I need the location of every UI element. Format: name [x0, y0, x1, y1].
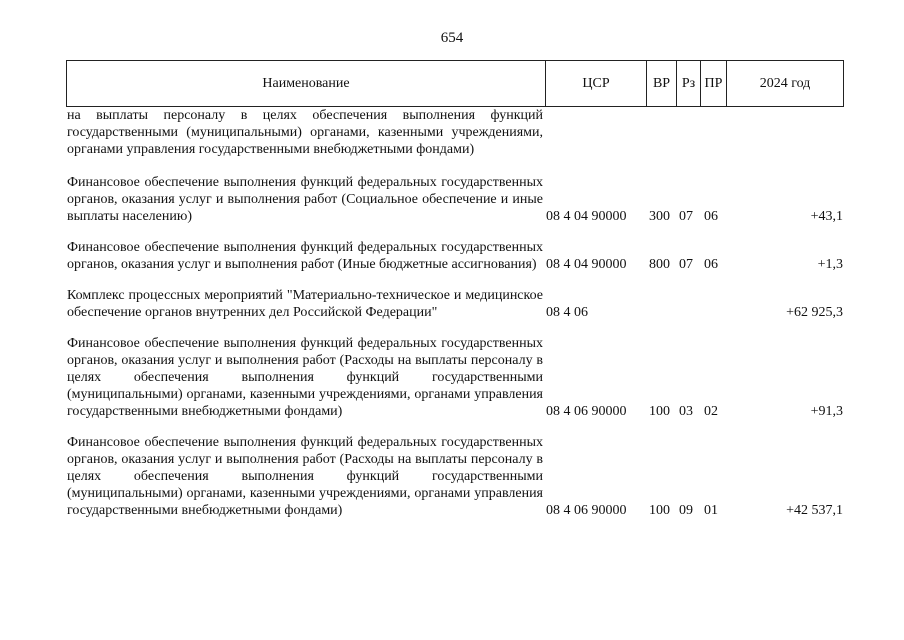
row-sum: +62 925,3 [786, 305, 843, 320]
row-name: Комплекс процессных мероприятий "Материально-техническое и медицинское обеспечение органов внутренних дел Российской Федерации" [67, 288, 543, 320]
row-rz: 07 [679, 257, 693, 272]
row-vr: 300 [649, 209, 670, 224]
header-name: Наименование [67, 61, 546, 106]
table-row [0, 287, 904, 321]
table-row [0, 335, 904, 420]
row-csr: 08 4 06 90000 [546, 404, 627, 419]
row-sum: +42 537,1 [786, 503, 843, 518]
header-vr: ВР [647, 61, 677, 106]
header-year: 2024 год [759, 75, 811, 91]
table-row [0, 174, 904, 225]
row-name: на выплаты персоналу в целях обеспечения выполнения функций государственными (муниципальными) органами, казенными учреждениями, органами управления государственными внебюджетными фондами) [67, 108, 543, 157]
header-rz: Рз [677, 61, 701, 106]
row-rz: 03 [679, 404, 693, 419]
row-sum: +43,1 [810, 209, 843, 224]
row-name: Финансовое обеспечение выполнения функций федеральных государственных органов, оказания услуг и выполнения работ (Расходы на выплаты персоналу в целях обеспечения выполнения функций государственными (муниципальными) органами, казенными учреждениями, органами управления государственными внебюджетными фондами) [67, 435, 543, 518]
row-pr: 01 [704, 503, 718, 518]
row-sum: +91,3 [810, 404, 843, 419]
row-rz: 07 [679, 209, 693, 224]
page-number: 654 [440, 30, 464, 46]
row-vr: 100 [649, 404, 670, 419]
row-name: Финансовое обеспечение выполнения функций федеральных государственных органов, оказания услуг и выполнения работ (Иные бюджетные ассигнования) [67, 240, 543, 272]
row-pr: 06 [704, 257, 718, 272]
table-row [0, 107, 904, 158]
row-pr: 02 [704, 404, 718, 419]
row-csr: 08 4 04 90000 [546, 257, 627, 272]
row-csr: 08 4 06 90000 [546, 503, 627, 518]
row-pr: 06 [704, 209, 718, 224]
header-csr: ЦСР [546, 61, 647, 106]
table-row [0, 239, 904, 273]
table-row [0, 434, 904, 519]
row-vr: 800 [649, 257, 670, 272]
row-csr: 08 4 06 [546, 305, 588, 320]
row-csr: 08 4 04 90000 [546, 209, 627, 224]
table-header [66, 60, 844, 107]
row-sum: +1,3 [817, 257, 843, 272]
header-pr: ПР [701, 61, 727, 106]
row-name: Финансовое обеспечение выполнения функций федеральных государственных органов, оказания услуг и выполнения работ (Расходы на выплаты персоналу в целях обеспечения выполнения функций государственными (муниципальными) органами, казенными учреждениями, органами управления государственными внебюджетными фондами) [67, 336, 543, 419]
table-body [0, 107, 904, 533]
row-name: Финансовое обеспечение выполнения функций федеральных государственных органов, оказания услуг и выполнения работ (Социальное обеспечение и иные выплаты населению) [67, 175, 543, 224]
row-vr: 100 [649, 503, 670, 518]
row-rz: 09 [679, 503, 693, 518]
